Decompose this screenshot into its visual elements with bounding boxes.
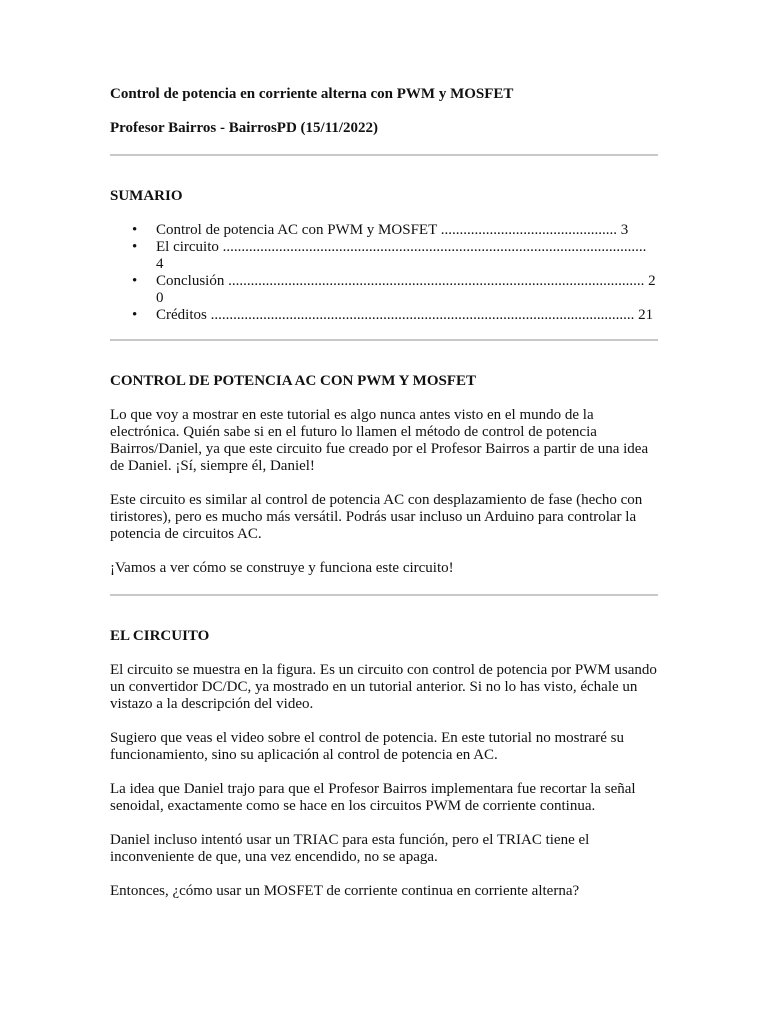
- summary-list: [110, 222, 658, 324]
- divider: [110, 339, 658, 341]
- divider: [110, 594, 658, 596]
- paragraph: Daniel incluso intentó usar un TRIAC para esta función, pero el TRIAC tiene el inconveniente de que, una vez encendido, no se apaga.: [110, 832, 590, 865]
- summary-item[interactable]: [110, 239, 658, 273]
- summary-item-text: El circuito ................................................................................................................. 4: [156, 239, 647, 272]
- bullet-icon: •: [132, 273, 138, 289]
- summary-item[interactable]: [110, 222, 658, 239]
- paragraph: Lo que voy a mostrar en este tutorial es algo nunca antes visto en el mundo de la electrónica. Quién sabe si en el futuro lo llamen el método de control de potencia Bairros/Daniel, ya que este circuito fue creado por el Profesor Bairros a partir de una idea de Daniel. ¡Sí, siempre él, Daniel!: [110, 407, 649, 474]
- bullet-icon: •: [132, 239, 138, 255]
- bullet-icon: •: [132, 307, 138, 323]
- paragraph: El circuito se muestra en la figura. Es un circuito con control de potencia por PWM usando un convertidor DC/DC, ya mostrado en un tutorial anterior. Si no lo has visto, échale un vistazo a la descripción del video.: [110, 662, 657, 712]
- bullet-icon: •: [132, 222, 138, 238]
- paragraph: La idea que Daniel trajo para que el Profesor Bairros implementara fue recortar la señal senoidal, exactamente como se hace en los circuitos PWM de corriente continua.: [110, 781, 636, 814]
- summary-heading: SUMARIO: [110, 188, 183, 204]
- summary-item-text: Créditos ................................................................................................................. 21: [156, 307, 654, 323]
- divider: [110, 154, 658, 156]
- paragraph: Este circuito es similar al control de potencia AC con desplazamiento de fase (hecho con tiristores), pero es mucho más versátil. Podrás usar incluso un Arduino para controlar la potencia de circuitos AC.: [110, 492, 643, 542]
- author-line: Profesor Bairros - BairrosPD (15/11/2022): [110, 120, 379, 136]
- summary-item[interactable]: [110, 307, 658, 324]
- section-heading: CONTROL DE POTENCIA AC CON PWM Y MOSFET: [110, 373, 476, 389]
- paragraph: ¡Vamos a ver cómo se construye y funciona este circuito!: [110, 560, 454, 576]
- summary-item[interactable]: [110, 273, 658, 307]
- document-title: Control de potencia en corriente alterna con PWM y MOSFET: [110, 86, 514, 102]
- paragraph: Sugiero que veas el video sobre el control de potencia. En este tutorial no mostraré su funcionamiento, sino su aplicación al control de potencia en AC.: [110, 730, 625, 763]
- section-heading: EL CIRCUITO: [110, 628, 210, 644]
- summary-item-text: Control de potencia AC con PWM y MOSFET ............................................... 3: [156, 222, 629, 238]
- document-content: [110, 86, 658, 900]
- paragraph: Entonces, ¿cómo usar un MOSFET de corriente continua en corriente alterna?: [110, 883, 580, 899]
- summary-item-text: Conclusión ............................................................................................................... 20: [156, 273, 656, 306]
